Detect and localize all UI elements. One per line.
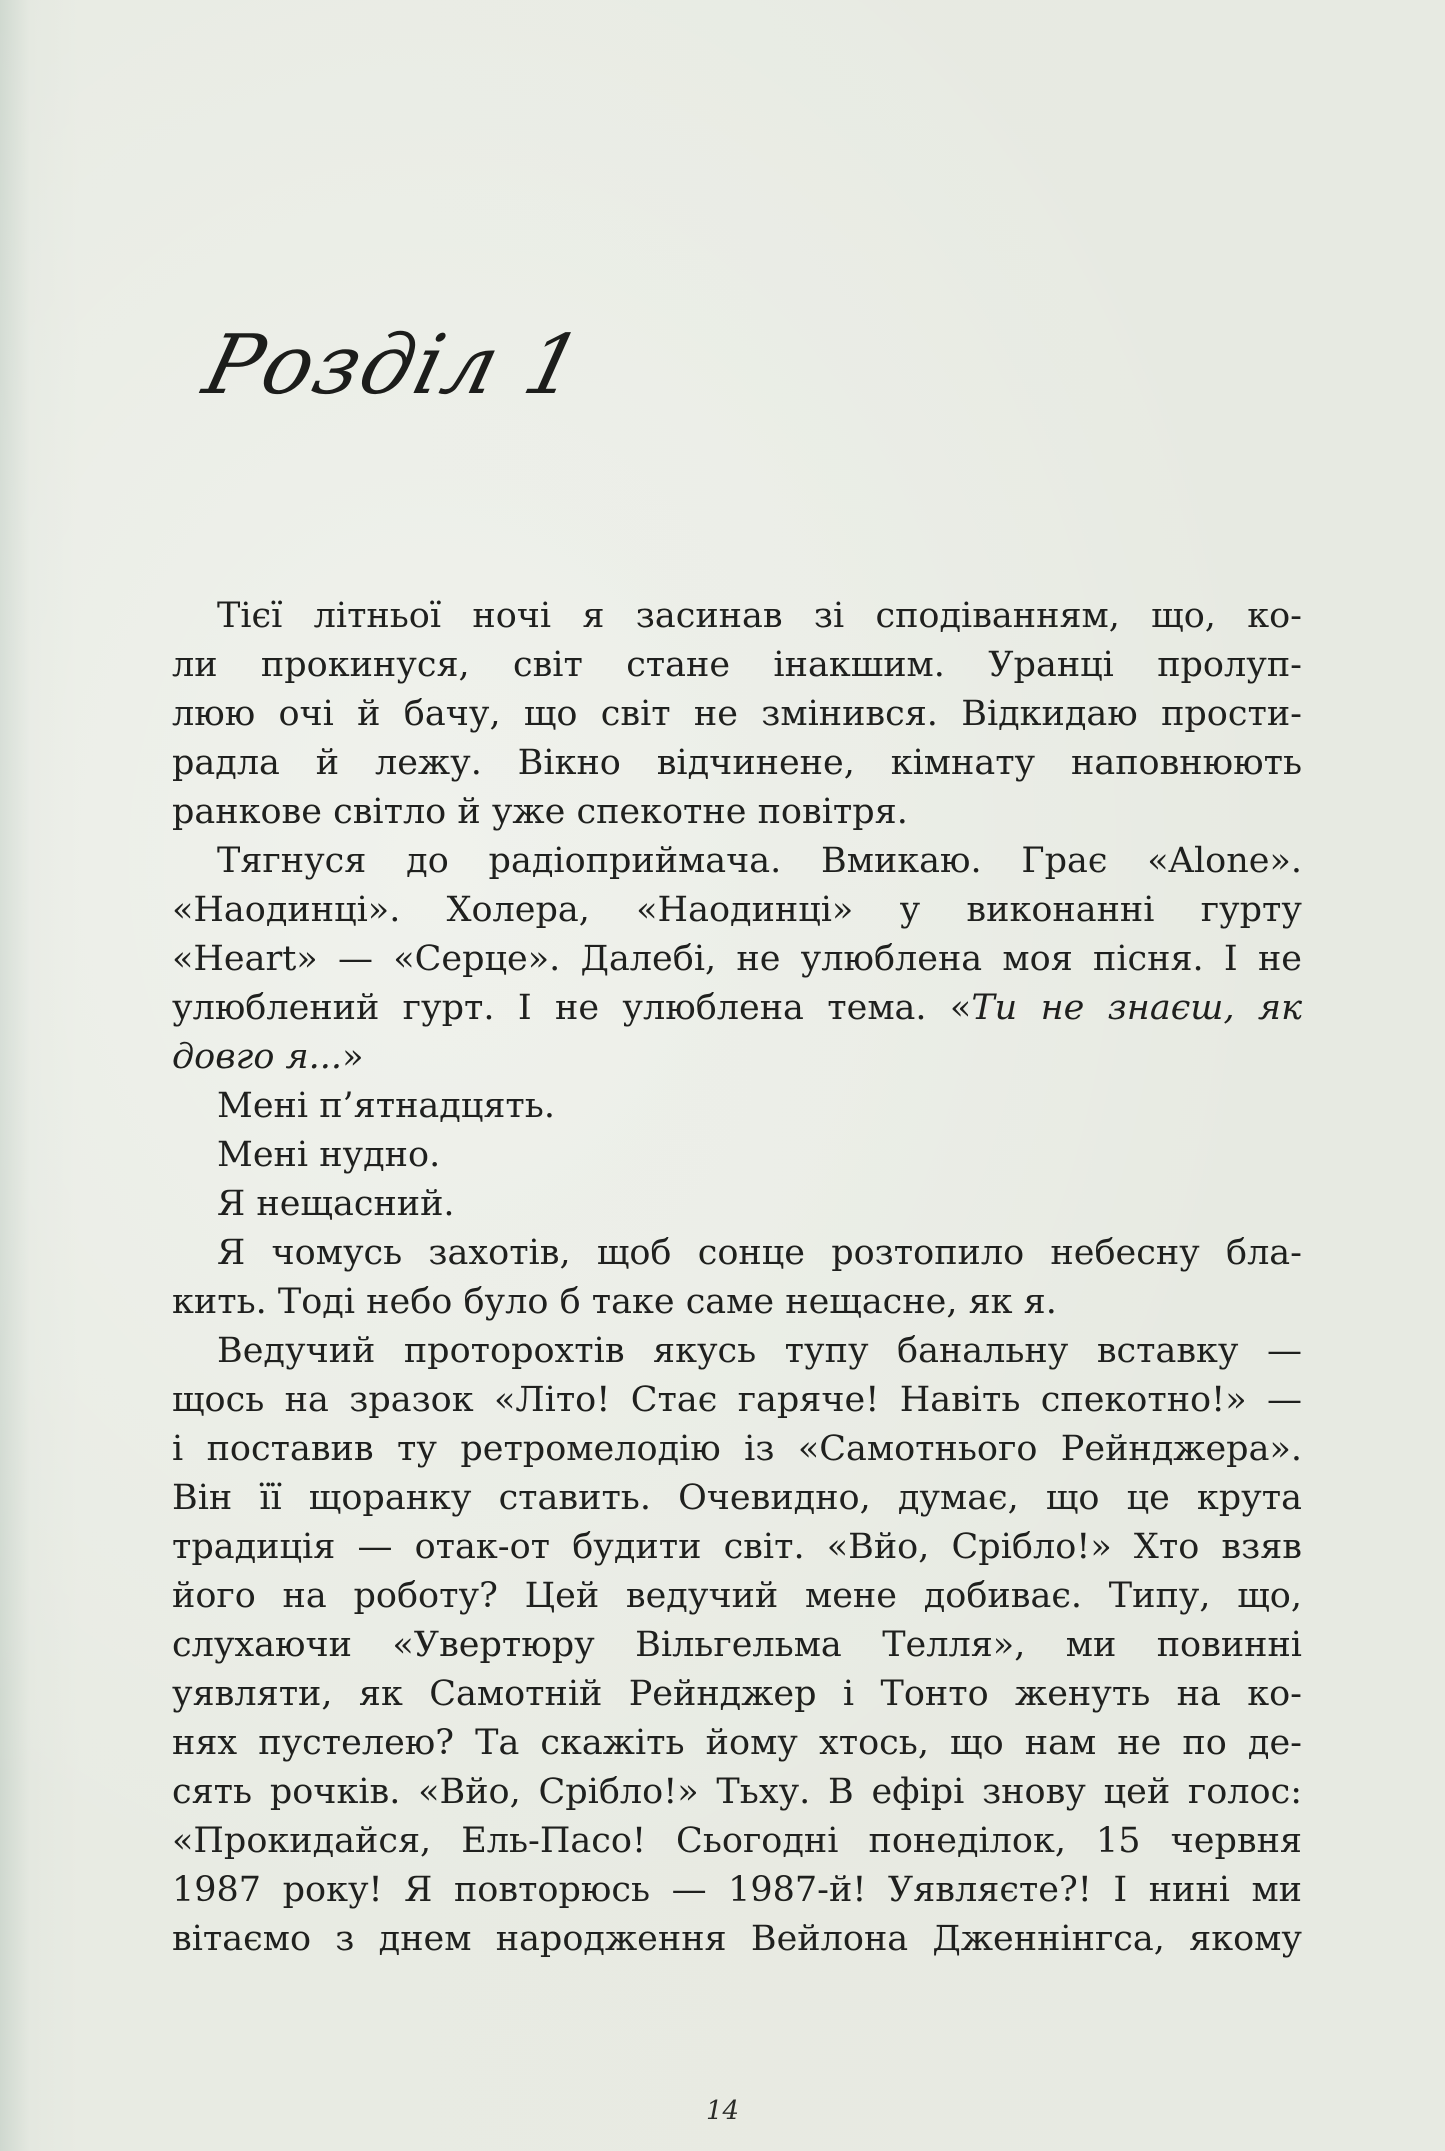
text-line: «Наодинці». Холера, «Наодинці» у виконанні гурту: [172, 890, 1302, 930]
text-line-mixed: [172, 984, 1302, 1033]
text-line: Ведучий проторохтів якусь тупу банальну вставку —: [217, 1331, 1302, 1371]
text-line: нях пустелею? Та скажіть йому хтось, що нам не по де-: [172, 1723, 1302, 1763]
paragraph-5: [172, 1180, 1302, 1229]
paragraph-1: [172, 592, 1302, 837]
text-line: слухаючи «Увертюру Вільгельма Телля», ми повинні: [172, 1625, 1302, 1665]
text-segment: улюблений гурт. І не улюблена тема. «: [172, 988, 972, 1028]
text-line: Тягнуся до радіоприймача. Вмикаю. Грає «Alone».: [217, 841, 1302, 881]
paragraph-4: [172, 1131, 1302, 1180]
text-line: Він її щоранку ставить. Очевидно, думає, що це крута: [172, 1478, 1302, 1518]
text-line: ранкове світло й уже спекотне повітря.: [172, 792, 908, 832]
text-line: Мені нудно.: [217, 1135, 441, 1175]
text-line: уявляти, як Самотній Рейнджер і Тонто женуть на ко-: [172, 1674, 1302, 1714]
text-line: Я нещасний.: [217, 1184, 455, 1224]
text-line: люю очі й бачу, що світ не змінився. Відкидаю прости-: [172, 694, 1302, 734]
paragraph-3: [172, 1082, 1302, 1131]
text-line: Тієї літньої ночі я засинав зі сподіванням, що, ко-: [217, 596, 1302, 636]
text-line: радла й лежу. Вікно відчинене, кімнату наповнюють: [172, 743, 1302, 783]
text-line: сять рочків. «Вйо, Срібло!» Тьху. В ефірі знову цей голос:: [172, 1772, 1302, 1812]
text-line: ли прокинуся, світ стане інакшим. Уранці пролуп-: [172, 645, 1302, 685]
italic-quote: Ти не знаєш, як: [971, 988, 1303, 1028]
paragraph-2: [172, 837, 1302, 1082]
text-line: «Прокидайся, Ель-Пасо! Сьогодні понеділок, 15 червня: [172, 1821, 1302, 1861]
text-line: Мені п’ятнадцять.: [217, 1086, 555, 1126]
italic-quote: довго я...: [172, 1037, 343, 1077]
paragraph-7: [172, 1327, 1302, 1964]
body-text: [172, 592, 1302, 1964]
text-line: кить. Тоді небо було б таке саме нещасне, як я.: [172, 1282, 1057, 1322]
text-line: Я чомусь захотів, щоб сонце розтопило небесну бла-: [217, 1233, 1302, 1273]
chapter-title: Розділ 1: [195, 318, 593, 413]
text-line: щось на зразок «Літо! Стає гаряче! Навіть спекотно!» —: [172, 1380, 1302, 1420]
text-line: «Heart» — «Серце». Далебі, не улюблена моя пісня. І не: [172, 939, 1302, 979]
text-line: вітаємо з днем народження Вейлона Дженнінгса, якому: [172, 1919, 1302, 1959]
text-line: і поставив ту ретромелодію із «Самотнього Рейнджера».: [172, 1429, 1302, 1469]
paragraph-6: [172, 1229, 1302, 1327]
closing-quote: »: [342, 1037, 364, 1077]
text-line-mixed: [172, 1033, 1302, 1082]
text-line: його на роботу? Цей ведучий мене добиває. Типу, що,: [172, 1576, 1302, 1616]
text-line: традиція — отак-от будити світ. «Вйо, Срібло!» Хто взяв: [172, 1527, 1302, 1567]
page-number: 14: [705, 2096, 740, 2126]
text-line: 1987 року! Я повторюсь — 1987-й! Уявляєте?! І нині ми: [172, 1870, 1302, 1910]
